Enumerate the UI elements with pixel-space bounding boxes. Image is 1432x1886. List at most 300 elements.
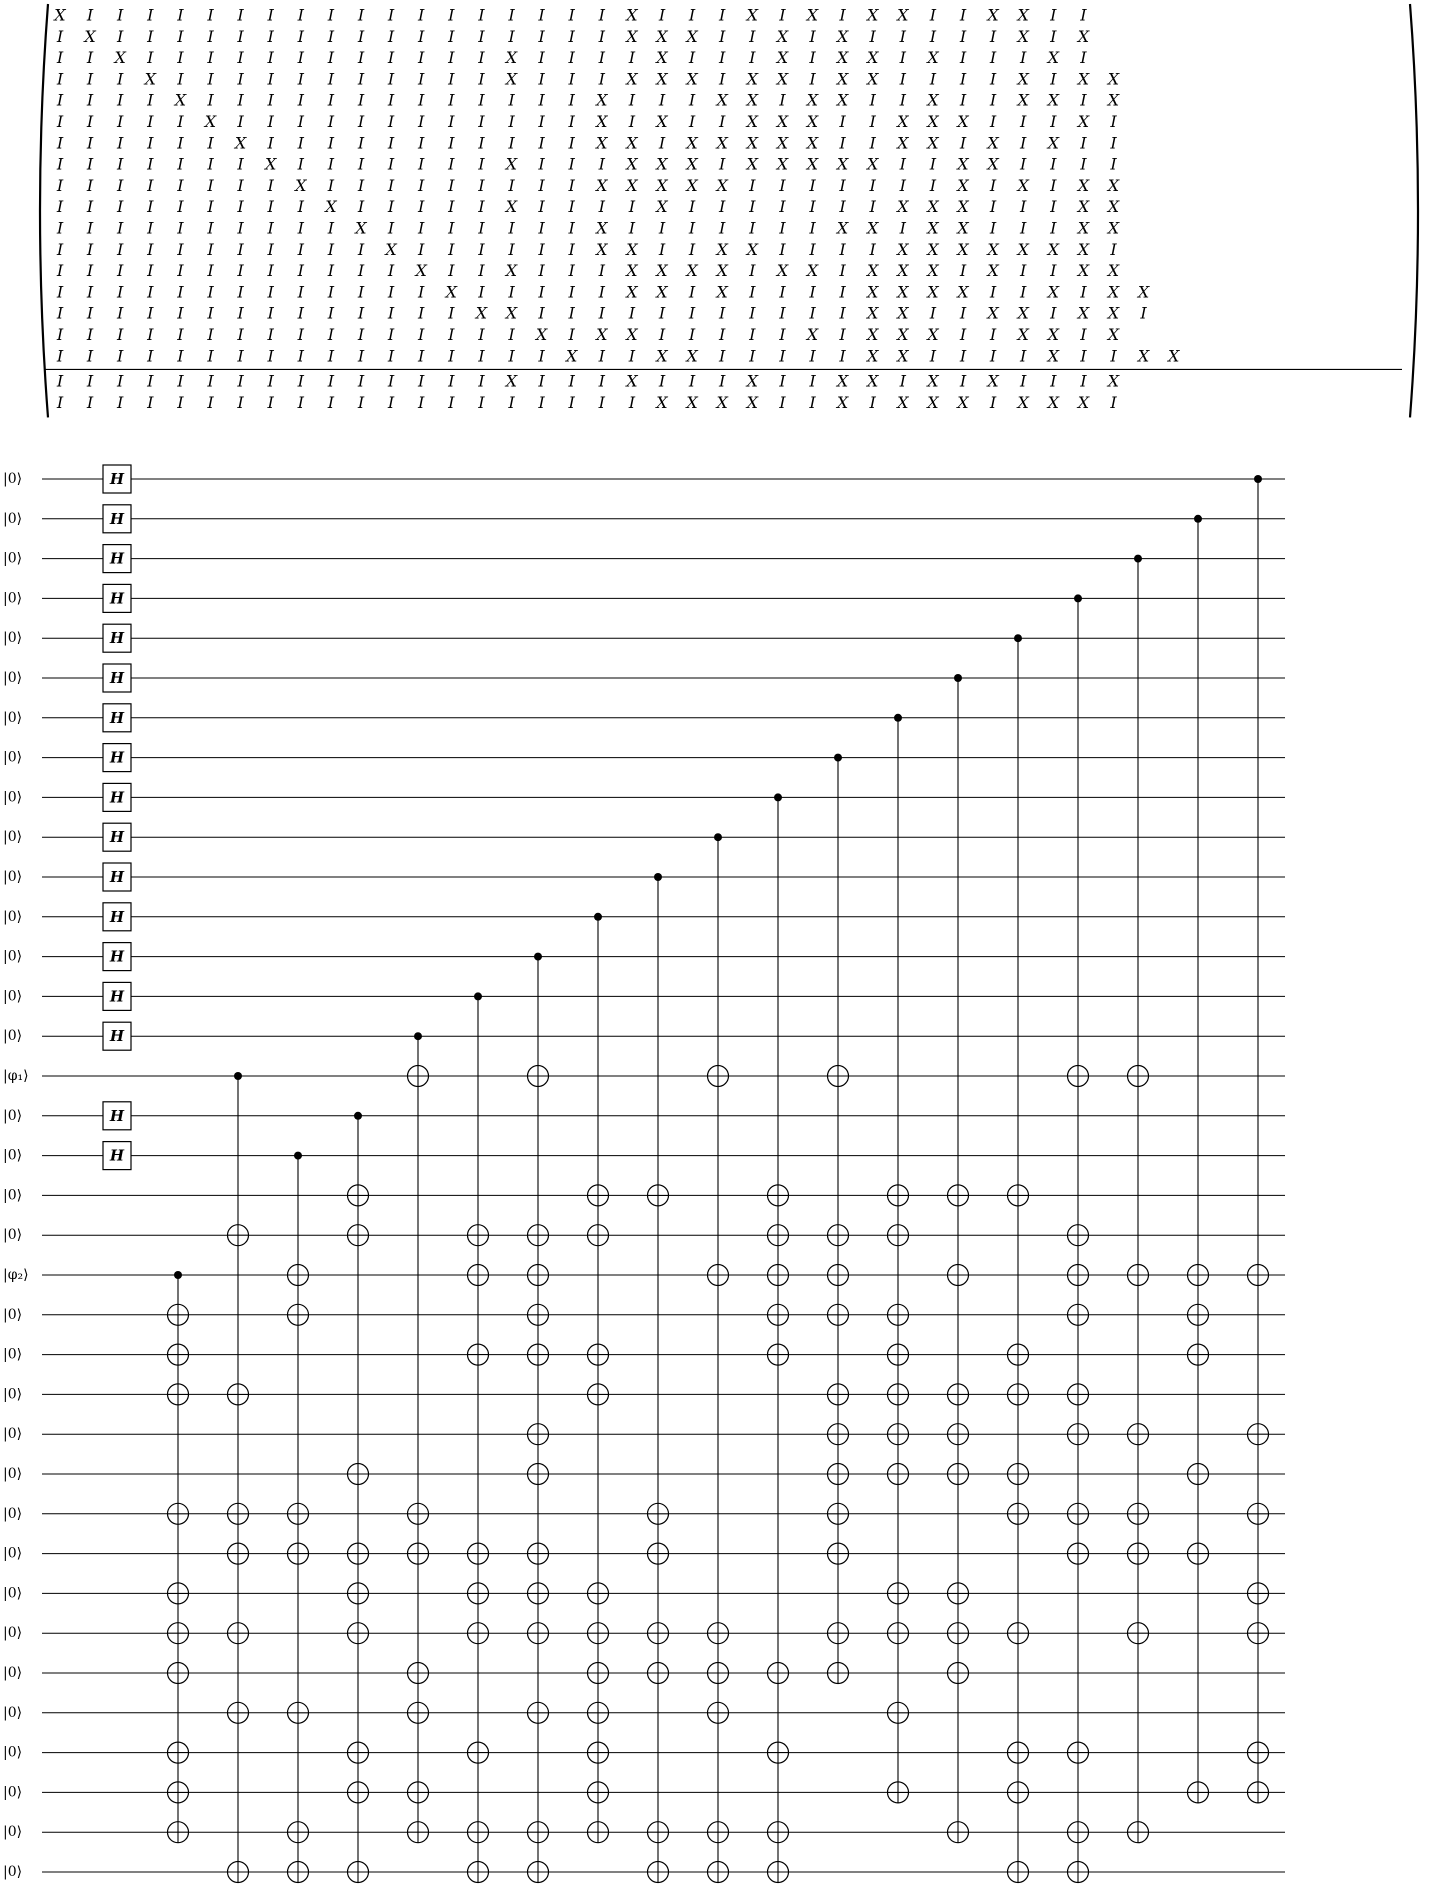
matrix-entry: X [897, 112, 909, 131]
cnot-column [648, 873, 669, 1883]
matrix-entry: X [1047, 282, 1059, 302]
matrix-entry: I [56, 261, 64, 281]
matrix-entry: I [418, 325, 425, 344]
cnot-target [588, 1782, 609, 1803]
matrix-entry: X [806, 90, 819, 110]
matrix-entry: I [267, 133, 274, 153]
matrix-entry: I [989, 392, 997, 412]
matrix-entry: I [147, 175, 154, 195]
matrix-entry: I [929, 303, 937, 323]
matrix-entry: I [989, 175, 997, 195]
cnot-column [1128, 555, 1149, 1843]
matrix-entry: X [836, 90, 849, 110]
cnot-target [348, 1583, 369, 1604]
matrix-entry: I [1050, 5, 1057, 25]
matrix-entry: I [297, 69, 304, 89]
matrix-entry: I [327, 392, 335, 412]
matrix-entry: I [628, 48, 636, 68]
matrix-entry: I [387, 303, 395, 323]
matrix-entry: X [1017, 90, 1029, 110]
matrix-entry: I [56, 175, 64, 195]
matrix-entry: I [357, 133, 365, 153]
cnot-target [1188, 1265, 1209, 1286]
matrix-entry: I [839, 239, 846, 259]
cnot-target [168, 1503, 189, 1524]
matrix-entry: I [56, 48, 64, 68]
matrix-entry: X [836, 371, 849, 391]
matrix-entry: I [117, 303, 124, 323]
matrix-entry: I [628, 303, 636, 323]
matrix-entry: I [357, 325, 365, 344]
matrix-entry: I [538, 371, 545, 391]
cnot-target [828, 1225, 849, 1246]
matrix-entry: I [899, 371, 906, 391]
matrix-entry: I [267, 218, 274, 238]
matrix-entry: I [387, 346, 395, 366]
cnot-target [648, 1503, 669, 1524]
cnot-target [768, 1344, 789, 1365]
matrix-entry: X [1107, 175, 1120, 195]
matrix-entry: I [959, 69, 967, 89]
matrix-entry: I [719, 26, 726, 46]
cnot-target [528, 1623, 549, 1644]
matrix-entry: X [806, 154, 819, 174]
matrix-entry: X [174, 90, 187, 110]
matrix-entry: I [809, 26, 816, 46]
cnot-target [1188, 1304, 1209, 1325]
cnot-target [948, 1464, 969, 1485]
cnot-target [1068, 1543, 1089, 1564]
matrix-entry: I [809, 282, 816, 302]
cnot-target [588, 1702, 609, 1723]
matrix-entry: X [716, 90, 728, 110]
matrix-entry: X [716, 392, 728, 412]
cnot-target [228, 1384, 249, 1405]
matrix-entry: I [959, 371, 967, 391]
matrix-entry: I [688, 239, 696, 259]
matrix-entry: I [1050, 69, 1057, 89]
matrix-entry: I [207, 154, 214, 174]
matrix-entry: I [508, 175, 515, 195]
matrix-entry: X [806, 133, 819, 153]
matrix-entry: I [147, 26, 154, 46]
matrix-entry: I [117, 371, 124, 391]
matrix-entry: X [596, 90, 608, 110]
matrix-entry: I [418, 218, 425, 238]
matrix-entry: I [568, 175, 575, 195]
matrix-entry: I [267, 392, 274, 412]
cnot-column [228, 1072, 249, 1883]
matrix-entry: I [297, 239, 304, 259]
matrix-entry: I [387, 69, 395, 89]
matrix-entry: X [806, 112, 819, 131]
matrix-entry: I [478, 282, 485, 302]
matrix-entry: I [177, 261, 184, 281]
cnot-target [468, 1623, 489, 1644]
matrix-entry: X [1017, 175, 1029, 195]
matrix-entry: I [899, 48, 906, 68]
hadamard-label: H [109, 788, 125, 807]
matrix-entry: X [897, 346, 909, 366]
cnot-target [168, 1384, 189, 1405]
matrix-entry: I [598, 5, 605, 25]
matrix-entry: I [869, 90, 876, 110]
matrix-entry: X [596, 133, 608, 153]
matrix-entry: I [1020, 218, 1027, 238]
matrix-entry: I [1080, 5, 1087, 25]
matrix-entry: I [86, 69, 94, 89]
cnot-target [828, 1265, 849, 1286]
matrix-entry: X [1077, 303, 1090, 323]
matrix-entry: I [809, 392, 816, 412]
matrix-entry: I [327, 133, 335, 153]
matrix-entry: I [448, 48, 455, 68]
matrix-entry: I [357, 154, 365, 174]
matrix-entry: X [746, 5, 758, 25]
control-dot [1254, 475, 1262, 483]
matrix-entry: I [267, 197, 274, 217]
matrix-entry: I [267, 261, 274, 281]
matrix-entry: X [957, 218, 969, 238]
matrix-entry: X [1107, 90, 1120, 110]
cnot-target [768, 1185, 789, 1206]
cnot-target [348, 1782, 369, 1803]
matrix-entry: X [626, 154, 638, 174]
matrix-entry: I [207, 197, 214, 217]
wire-label: |0⟩ [3, 1028, 23, 1045]
matrix-entry: X [746, 112, 758, 131]
matrix-entry: X [776, 133, 789, 153]
cnot-target [348, 1862, 369, 1883]
matrix-entry: I [117, 154, 124, 174]
matrix-entry: I [56, 69, 64, 89]
matrix-entry: I [177, 282, 184, 302]
control-dot [414, 1032, 422, 1040]
matrix-entry: I [177, 218, 184, 238]
matrix-entry: I [117, 261, 124, 281]
matrix-entry: I [448, 371, 455, 391]
matrix-entry: I [418, 346, 425, 366]
matrix-entry: I [809, 239, 816, 259]
cnot-target [1248, 1742, 1269, 1763]
matrix-entry: X [84, 26, 96, 46]
matrix-entry: I [508, 5, 515, 25]
matrix-entry: I [869, 175, 876, 195]
cnot-target [948, 1265, 969, 1286]
cnot-target [1188, 1344, 1209, 1365]
cnot-target [168, 1304, 189, 1325]
cnot-target [1068, 1503, 1089, 1524]
matrix-entry: I [508, 218, 515, 238]
matrix-entry: X [836, 69, 849, 89]
matrix-entry: I [177, 133, 184, 153]
matrix-entry: I [357, 90, 365, 110]
cnot-target [1128, 1623, 1149, 1644]
matrix-entry: I [989, 282, 997, 302]
matrix-entry: I [267, 90, 274, 110]
matrix-entry: I [959, 261, 967, 281]
cnot-target [168, 1742, 189, 1763]
matrix-entry: I [327, 90, 335, 110]
matrix-entry: I [628, 90, 636, 110]
matrix-entry: I [237, 392, 244, 412]
cnot-target [888, 1304, 909, 1325]
matrix-entry: I [688, 371, 696, 391]
matrix-entry: I [86, 392, 94, 412]
matrix-entry: X [505, 303, 518, 323]
matrix-entry: I [899, 154, 906, 174]
matrix-entry: I [538, 112, 545, 131]
cnot-target [408, 1503, 429, 1524]
matrix-entry: X [746, 154, 758, 174]
matrix-entry: X [1077, 197, 1090, 217]
matrix-entry: X [1047, 239, 1059, 259]
matrix-entry: I [839, 197, 846, 217]
matrix-entry: I [357, 69, 365, 89]
matrix-entry: I [297, 346, 304, 366]
matrix-entry: X [987, 133, 999, 153]
cnot-target [1008, 1782, 1029, 1803]
matrix-entry: X [897, 133, 909, 153]
matrix-entry: I [207, 48, 214, 68]
matrix-entry: I [719, 197, 726, 217]
wire-label: |0⟩ [3, 1107, 23, 1124]
cnot-target [408, 1822, 429, 1843]
matrix-entry: I [749, 26, 756, 46]
matrix-entry: X [445, 282, 457, 302]
matrix-entry: I [688, 112, 696, 131]
matrix-entry: X [656, 48, 668, 68]
matrix-entry: I [688, 218, 696, 238]
cnot-target [768, 1304, 789, 1325]
matrix-entry: I [86, 282, 94, 302]
matrix-entry: I [357, 239, 365, 259]
hadamard-gate [103, 545, 131, 573]
hadamard-gate [103, 465, 131, 493]
matrix-entry: X [927, 261, 939, 281]
cnot-target [468, 1742, 489, 1763]
cnot-target [588, 1623, 609, 1644]
matrix-entry: I [177, 112, 184, 131]
matrix-entry: I [1110, 346, 1117, 366]
matrix-entry: I [568, 303, 575, 323]
cnot-target [768, 1663, 789, 1684]
cnot-target [888, 1623, 909, 1644]
cnot-target [1188, 1782, 1209, 1803]
matrix-entry: X [746, 392, 758, 412]
matrix-entry: I [147, 282, 154, 302]
matrix-entry: I [478, 69, 485, 89]
matrix-entry: I [1080, 48, 1087, 68]
cnot-target [708, 1623, 729, 1644]
cnot-target [528, 1862, 549, 1883]
matrix-entry: X [987, 5, 999, 25]
cnot-target [1188, 1543, 1209, 1564]
matrix-entry: X [1017, 325, 1029, 344]
matrix-entry: I [749, 325, 756, 344]
cnot-target [288, 1702, 309, 1723]
matrix-entry: X [686, 261, 698, 281]
wire-label: |0⟩ [3, 1505, 23, 1522]
matrix-entry: X [746, 239, 758, 259]
matrix-entry: I [418, 175, 425, 195]
matrix-entry: X [656, 346, 668, 366]
matrix-entry: I [719, 48, 726, 68]
matrix-entry: I [568, 261, 575, 281]
matrix-entry: X [626, 69, 638, 89]
matrix-entry: I [418, 303, 425, 323]
matrix-entry: I [568, 371, 575, 391]
cnot-target [288, 1543, 309, 1564]
matrix-entry: I [117, 26, 124, 46]
matrix-entry: X [1047, 392, 1059, 412]
matrix-entry: X [415, 261, 427, 281]
cnot-target [768, 1742, 789, 1763]
matrix-entry: I [177, 197, 184, 217]
matrix-entry: X [144, 69, 156, 89]
matrix-entry: I [448, 112, 455, 131]
matrix-entry: I [177, 371, 184, 391]
matrix-entry: I [297, 90, 304, 110]
cnot-target [168, 1822, 189, 1843]
matrix-entry: X [897, 261, 909, 281]
matrix-entry: X [776, 69, 789, 89]
matrix-entry: X [1047, 133, 1059, 153]
matrix-entry: I [297, 371, 304, 391]
cnot-target [1248, 1424, 1269, 1445]
matrix-entry: I [719, 371, 726, 391]
matrix-entry: I [478, 218, 485, 238]
cnot-target [888, 1702, 909, 1723]
matrix-entry: I [839, 133, 846, 153]
matrix-entry: I [147, 346, 154, 366]
matrix-entry: X [1107, 197, 1120, 217]
matrix-entry: I [147, 48, 154, 68]
matrix-entry: I [56, 325, 64, 344]
cnot-target [828, 1503, 849, 1524]
cnot-target [528, 1304, 549, 1325]
hadamard-label: H [109, 549, 125, 568]
matrix-entry: X [867, 346, 879, 366]
matrix-entry: I [56, 218, 64, 238]
cnot-column [528, 953, 549, 1883]
matrix-entry: I [297, 282, 304, 302]
matrix-entry: I [207, 175, 214, 195]
matrix-entry: I [989, 325, 997, 344]
quantum-circuit [3, 465, 1285, 1883]
matrix-entry: X [1077, 218, 1090, 238]
matrix-entry: I [237, 175, 244, 195]
hadamard-gate [103, 505, 131, 533]
matrix-entry: X [596, 325, 608, 344]
matrix-entry: I [1080, 346, 1087, 366]
wire-label: |0⟩ [3, 1466, 23, 1482]
matrix-entry: I [357, 26, 365, 46]
matrix-entry: I [809, 48, 816, 68]
matrix-entry: I [56, 392, 64, 412]
matrix-entry: I [267, 303, 274, 323]
matrix-entry: I [387, 5, 395, 25]
matrix-entry: I [1110, 133, 1117, 153]
matrix-entry: X [806, 261, 819, 281]
matrix-entry: X [626, 175, 638, 195]
hadamard-gate [103, 903, 131, 931]
cnot-target [348, 1185, 369, 1206]
cnot-target [1008, 1503, 1029, 1524]
matrix-entry: I [899, 69, 906, 89]
matrix-entry: I [959, 48, 967, 68]
matrix-entry: I [177, 69, 184, 89]
matrix-entry: I [598, 69, 605, 89]
matrix-entry: I [418, 133, 425, 153]
matrix-entry: I [538, 5, 545, 25]
matrix-entry: I [117, 282, 124, 302]
matrix-entry: I [478, 133, 485, 153]
matrix-entry: X [746, 133, 758, 153]
matrix-entry: I [56, 282, 64, 302]
matrix-entry: X [325, 197, 337, 217]
matrix-entry: I [719, 154, 726, 174]
matrix-entry: I [989, 69, 997, 89]
matrix-entry: I [237, 261, 244, 281]
matrix-entry: I [147, 133, 154, 153]
matrix-entry: I [658, 90, 666, 110]
cnot-target [1128, 1822, 1149, 1843]
matrix-entry: I [357, 282, 365, 302]
cnot-target [888, 1782, 909, 1803]
cnot-target [768, 1862, 789, 1883]
cnot-target [1068, 1066, 1089, 1087]
matrix-entry: I [478, 197, 485, 217]
matrix-entry: I [809, 303, 816, 323]
matrix-left-paren [40, 4, 48, 417]
cnot-target [828, 1304, 849, 1325]
wire-label: |0⟩ [3, 1386, 23, 1403]
matrix-entry: X [836, 218, 849, 238]
matrix-entry: I [327, 218, 335, 238]
matrix-entry: X [1077, 112, 1090, 131]
matrix-entry: I [387, 154, 395, 174]
matrix-entry: I [899, 90, 906, 110]
matrix-entry: X [927, 239, 939, 259]
matrix-entry: I [418, 112, 425, 131]
matrix-entry: I [658, 303, 666, 323]
matrix-entry: X [867, 282, 879, 302]
matrix-entry: I [297, 218, 304, 238]
matrix-entry: X [475, 303, 488, 323]
matrix-entry: I [568, 69, 575, 89]
cnot-target [1128, 1265, 1149, 1286]
hadamard-label: H [109, 828, 125, 847]
matrix-entry: I [56, 26, 64, 46]
matrix-entry: I [207, 392, 214, 412]
matrix-entry: I [147, 239, 154, 259]
cnot-target [828, 1384, 849, 1405]
cnot-target [708, 1702, 729, 1723]
hadamard-label: H [109, 1106, 125, 1125]
control-dot [714, 833, 722, 841]
cnot-target [408, 1702, 429, 1723]
matrix-entry: I [1080, 133, 1087, 153]
matrix-entry: I [207, 325, 214, 344]
cnot-column [468, 992, 489, 1882]
matrix-entry: I [448, 133, 455, 153]
matrix-entry: I [207, 133, 214, 153]
matrix-entry: I [809, 371, 816, 391]
matrix-entry: I [418, 239, 425, 259]
matrix-entry: I [568, 48, 575, 68]
cnot-target [1008, 1742, 1029, 1763]
